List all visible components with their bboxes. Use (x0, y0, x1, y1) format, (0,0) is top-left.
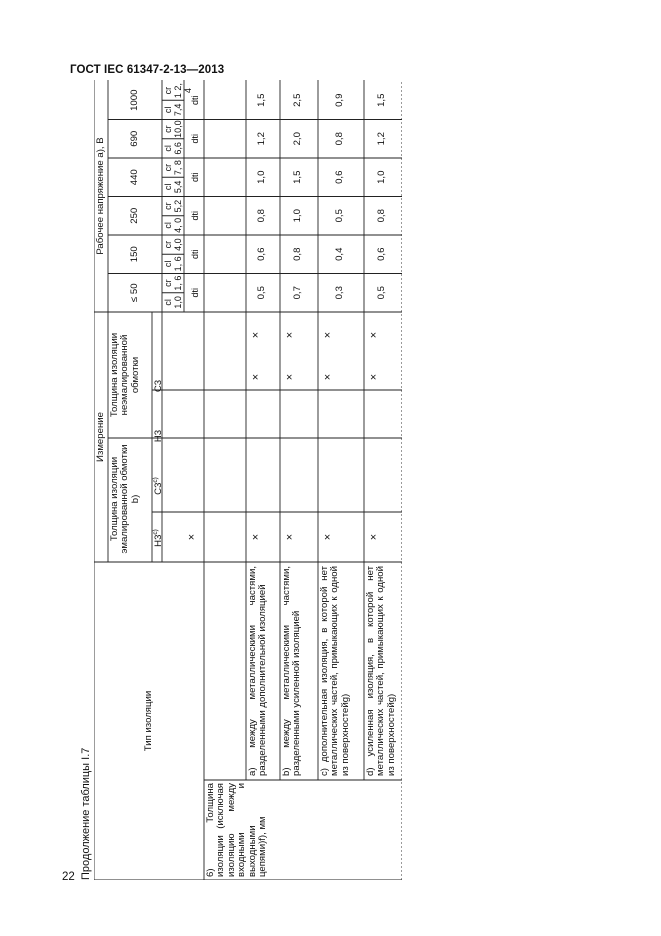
voltage-header-3: 440 (129, 169, 140, 186)
cr-value-1: 4,0 (173, 238, 183, 251)
dti-label-3: dti (190, 172, 200, 183)
cl-label-5: cl (163, 106, 173, 114)
value-row2-col5: 0,9 (334, 93, 345, 107)
cr-label-0: cr (163, 279, 173, 287)
cr-value-0: 1, 6 (173, 275, 183, 291)
value-row2-col4: 0,8 (334, 132, 345, 146)
cl-label-3: cl (163, 183, 173, 191)
x-mark-row2-0: × (322, 533, 334, 541)
cl-value-4: 6,6 (173, 142, 183, 155)
voltage-header-2: 250 (129, 207, 140, 224)
col-header-c3-enamelled: С3$^{c)}$ (151, 477, 164, 495)
x-mark-header: × (186, 533, 198, 541)
cl-value-5: 7,4 (173, 103, 183, 117)
insulation-table (94, 80, 402, 880)
cr-label-4: cr (163, 125, 173, 133)
x-mark-row1-1: × (284, 373, 296, 381)
x-mark-row2-1: × (322, 373, 334, 381)
value-row2-col2: 0,5 (334, 209, 345, 223)
cl-label-1: cl (163, 260, 173, 268)
value-row0-col4: 1,2 (256, 132, 267, 146)
x-mark-row1-2: × (284, 331, 296, 339)
cr-label-1: cr (163, 240, 173, 249)
cr-value-4: 10,0 (173, 120, 183, 138)
value-row3-col4: 1,2 (376, 132, 387, 146)
value-row1-col3: 1,5 (292, 170, 303, 184)
value-row3-col5: 1,5 (376, 93, 387, 107)
cl-label-2: cl (163, 222, 173, 229)
dti-label-5: dti (190, 95, 200, 106)
col-header-voltage: Рабочее напряжение a), В (95, 137, 106, 255)
page-number: 22 (62, 871, 75, 883)
value-row3-col3: 1,0 (376, 170, 387, 184)
value-row3-col0: 0,5 (376, 286, 387, 300)
dti-label-2: dti (190, 211, 200, 221)
voltage-header-0: ≤ 50 (129, 283, 140, 303)
col-header-measurement: Измерение (95, 412, 106, 462)
cr-value-2: 5,2 (173, 199, 183, 213)
value-row0-col5: 1,5 (256, 93, 267, 107)
cr-label-3: cr (163, 163, 173, 172)
cl-value-3: 5,4 (173, 180, 183, 194)
value-row3-col2: 0,8 (376, 209, 387, 223)
x-mark-row0-2: × (250, 331, 262, 339)
cl-value-0: 1,0 (173, 296, 183, 309)
x-mark-row3-0: × (368, 533, 380, 541)
value-row3-col1: 0,6 (376, 247, 387, 261)
dti-label-4: dti (190, 134, 200, 144)
value-row0-col3: 1,0 (256, 170, 267, 184)
row-label-3: d) усиленная изоляция, в которой нет металлических частей, примыкающих к одной из поверхностейg) (365, 566, 397, 776)
voltage-header-1: 150 (129, 246, 140, 263)
col-header-c3: С3 (153, 379, 164, 393)
value-row1-col1: 0,8 (292, 247, 303, 261)
rotated-table-area (80, 80, 400, 880)
x-mark-row3-1: × (368, 373, 380, 381)
value-row1-col4: 2,0 (292, 132, 303, 146)
col-header-h3-enamelled: Н3$^{c)}$ (151, 529, 164, 547)
value-row2-col1: 0,4 (334, 247, 345, 261)
col-header-h3: Н3 (153, 429, 164, 443)
value-row1-col2: 1,0 (292, 209, 303, 223)
cr-value-5: 1 2, 4 (173, 83, 194, 99)
dti-label-0: dti (190, 288, 200, 298)
dti-label-1: dti (190, 249, 200, 260)
table-caption: Продолжение таблицы I.7 (80, 747, 92, 880)
x-mark-row0-0: × (250, 533, 262, 541)
value-row1-col0: 0,7 (292, 286, 303, 300)
x-mark-row1-0: × (284, 533, 296, 541)
cl-label-0: cl (163, 299, 173, 306)
x-mark-row3-2: × (368, 331, 380, 339)
x-mark-row0-1: × (250, 373, 262, 381)
cl-label-4: cl (163, 145, 173, 152)
voltage-header-4: 690 (129, 130, 140, 147)
row-label-1: b) между металлическими частями, разделенными усиленной изоляцией (281, 566, 303, 776)
value-row2-col0: 0,3 (334, 286, 345, 300)
value-row1-col5: 2,5 (292, 93, 303, 107)
col-header-non-enamelled: Толщина изоляции неэмалированной обмотки (109, 332, 141, 418)
cr-value-3: 7, 8 (173, 160, 183, 176)
value-row0-col0: 0,5 (256, 286, 267, 300)
voltage-header-5: 1000 (129, 89, 140, 111)
col-header-enamelled: Толщина изоляции эмалированной обмотки b) (109, 444, 141, 554)
value-row0-col1: 0,6 (256, 247, 267, 261)
col-header-type: Тип изоляции (143, 690, 154, 752)
main-row-label: 6) Толщина изоляции (исключая изоляцию между входными и выходными цепями)f), мм (205, 783, 269, 877)
cr-label-2: cr (163, 202, 173, 210)
value-row2-col3: 0,6 (334, 170, 345, 184)
cl-value-1: 1, 6 (173, 256, 183, 272)
document-header: ГОСТ IEC 61347-2-13—2013 (70, 64, 225, 76)
value-row0-col2: 0,8 (256, 209, 267, 223)
row-label-2: c) дополнительная изоляция, в которой нет металлических частей, примыкающих к одной из поверхностейg) (319, 566, 351, 776)
cr-label-5: cr (163, 86, 173, 95)
x-mark-row2-2: × (322, 331, 334, 339)
cl-value-2: 4, 0 (173, 217, 183, 233)
row-label-0: a) между металлическими частями, разделенными дополнительной изоляцией (247, 566, 269, 776)
